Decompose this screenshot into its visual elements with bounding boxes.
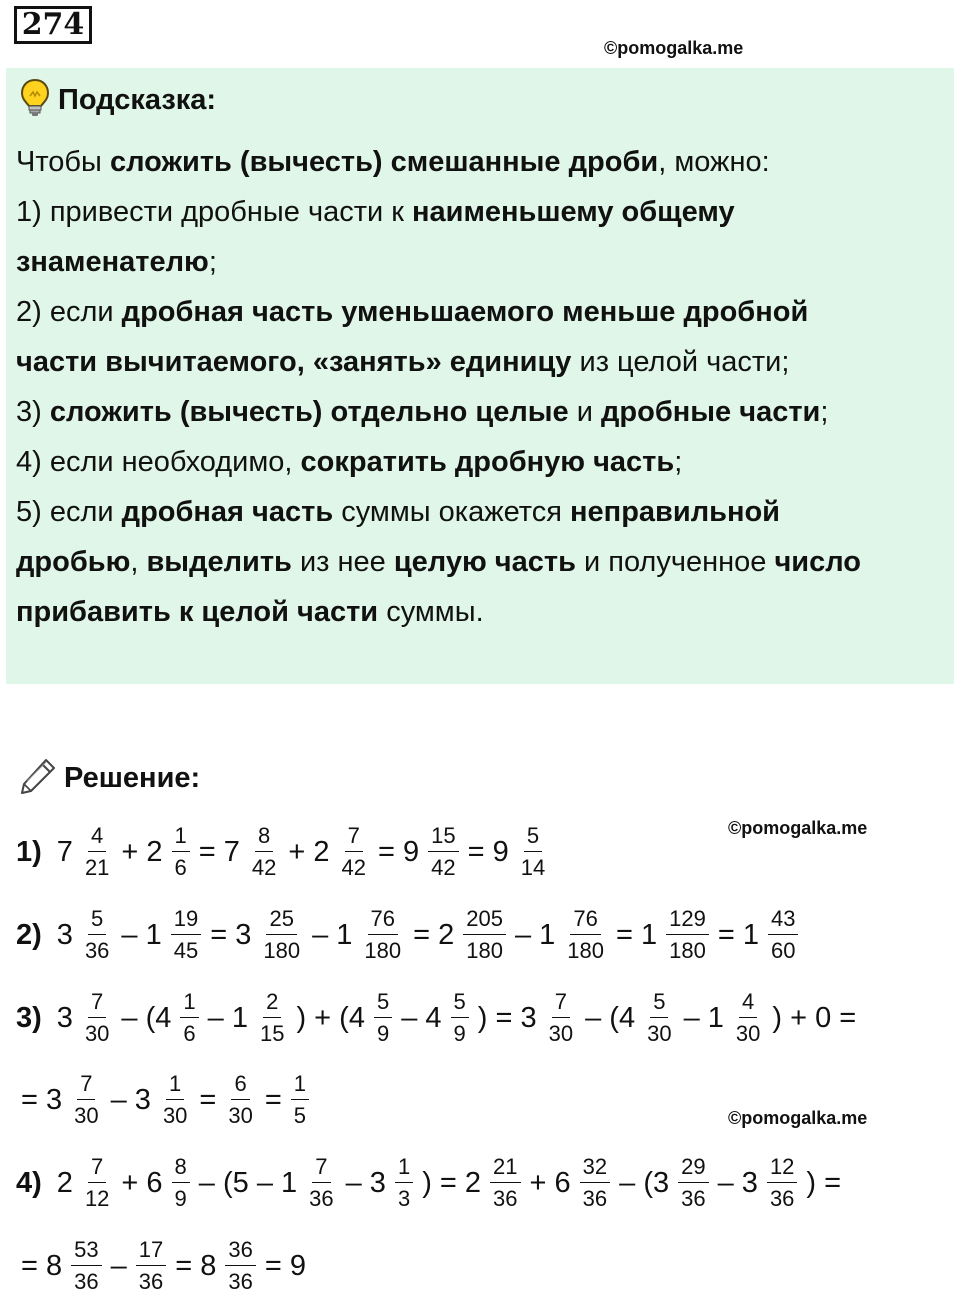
- hint-line: [16, 337, 946, 387]
- math-text: =: [264, 1083, 282, 1116]
- hint-text: ;: [208, 246, 217, 278]
- numerator: 5: [88, 907, 106, 935]
- math-text: = 9: [467, 835, 509, 868]
- hint-body: [16, 137, 946, 637]
- math-text: = 8: [21, 1249, 63, 1282]
- hint-bold-text: дробные части: [601, 396, 821, 428]
- denominator: 5: [293, 1103, 307, 1128]
- denominator: 36: [582, 1186, 608, 1211]
- hint-bold-text: число: [774, 546, 861, 578]
- hint-text: и: [568, 396, 602, 428]
- math-text: – 1: [207, 1001, 248, 1034]
- hint-text: суммы.: [378, 596, 484, 628]
- denominator: 180: [669, 938, 706, 963]
- denominator: 3: [397, 1186, 411, 1211]
- hint-text: из целой части;: [571, 346, 790, 378]
- solution-line-3-cont: [16, 1072, 313, 1128]
- hint-text: 1) привести дробные части к: [16, 196, 412, 228]
- numerator: 76: [570, 907, 600, 935]
- fraction: [82, 907, 112, 963]
- hint-line: [16, 537, 946, 587]
- hint-bold-text: наименьшему общему: [411, 196, 735, 228]
- fraction: [644, 990, 674, 1046]
- fraction: [82, 1155, 112, 1211]
- hint-bold-text: сложить (вычесть) смешанные дроби: [109, 146, 659, 178]
- denominator: 42: [341, 855, 367, 880]
- solution-line-4-cont: [16, 1238, 311, 1294]
- math-text: = 9: [264, 1249, 306, 1282]
- solution-line-1: [16, 824, 552, 880]
- denominator: 21: [84, 855, 110, 880]
- numerator: 7: [552, 990, 570, 1018]
- hint-text: , можно:: [658, 146, 770, 178]
- fraction: [172, 824, 190, 880]
- fraction: [564, 907, 607, 963]
- denominator: 30: [84, 1021, 110, 1046]
- numerator: 7: [345, 824, 363, 852]
- fraction: [678, 1155, 708, 1211]
- numerator: 19: [171, 907, 201, 935]
- hint-text: Чтобы: [16, 146, 110, 178]
- hint-text: ,: [130, 546, 147, 578]
- math-text: = 2: [413, 918, 455, 951]
- hint-bold-text: целую часть: [393, 546, 576, 578]
- hint-box: [6, 68, 954, 684]
- math-text: + 6: [121, 1166, 163, 1199]
- numerator: 2: [263, 990, 281, 1018]
- step-number: 2): [16, 918, 42, 951]
- fraction: [666, 907, 709, 963]
- fraction: [546, 990, 576, 1046]
- solution-line-3: [16, 990, 861, 1046]
- math-text: + 2: [288, 835, 330, 868]
- denominator: 180: [567, 938, 605, 963]
- hint-bold-text: сложить (вычесть) отдельно целые: [49, 396, 569, 428]
- solution-title: Решение:: [64, 761, 201, 794]
- numerator: 6: [231, 1072, 249, 1100]
- hint-text: ;: [820, 396, 829, 428]
- denominator: 60: [770, 938, 796, 963]
- hint-title: Подсказка:: [58, 83, 217, 116]
- denominator: 36: [493, 1186, 518, 1211]
- fraction: [225, 1238, 255, 1294]
- numerator: 7: [312, 1155, 330, 1183]
- denominator: 30: [162, 1103, 188, 1128]
- denominator: 9: [453, 1021, 466, 1046]
- hint-bold-text: знаменателю: [16, 246, 209, 278]
- fraction: [361, 907, 404, 963]
- math-text: = 1: [616, 918, 658, 951]
- denominator: 42: [431, 855, 456, 880]
- hint-line: [16, 487, 946, 537]
- fraction: [339, 824, 369, 880]
- math-text: ) + (4: [296, 1001, 365, 1034]
- numerator: 76: [368, 907, 398, 935]
- numerator: 43: [768, 907, 798, 935]
- hint-text: 2) если: [16, 296, 122, 328]
- numerator: 1: [291, 1072, 309, 1100]
- math-text: – 1: [312, 918, 353, 951]
- math-text: = 8: [175, 1249, 217, 1282]
- math-text: = 1: [717, 918, 759, 951]
- math-text: 3: [56, 1001, 73, 1034]
- denominator: 180: [263, 938, 301, 963]
- numerator: 5: [451, 990, 469, 1018]
- fraction: [306, 1155, 336, 1211]
- denominator: 6: [174, 855, 187, 880]
- denominator: 180: [364, 938, 402, 963]
- hint-line: [16, 237, 946, 287]
- fraction: [136, 1238, 166, 1294]
- numerator: 25: [266, 907, 296, 935]
- solution-header: [18, 754, 200, 802]
- math-text: 2: [56, 1166, 73, 1199]
- numerator: 1: [172, 824, 190, 852]
- denominator: 6: [183, 1021, 196, 1046]
- fraction: [249, 824, 279, 880]
- fraction: [768, 907, 798, 963]
- denominator: 180: [466, 938, 503, 963]
- math-text: = 3: [210, 918, 252, 951]
- denominator: 30: [548, 1021, 574, 1046]
- numerator: 15: [428, 824, 458, 852]
- step-number: 3): [16, 1001, 42, 1034]
- fraction: [180, 990, 198, 1046]
- hint-bold-text: сократить дробную часть: [300, 446, 675, 478]
- hint-bold-text: прибавить к целой части: [16, 596, 379, 628]
- watermark: ©pomogalka.me: [728, 1108, 868, 1128]
- fraction: [451, 990, 469, 1046]
- hint-line: [16, 387, 946, 437]
- solution-line-4: [16, 1155, 846, 1211]
- task-number: 274: [14, 6, 92, 44]
- fraction: [291, 1072, 309, 1128]
- denominator: 12: [84, 1186, 110, 1211]
- math-text: = 7: [198, 835, 240, 868]
- hint-text: и полученное: [575, 546, 775, 578]
- hint-text: суммы окажется: [333, 496, 571, 528]
- fraction: [580, 1155, 610, 1211]
- hint-text: 4) если необходимо,: [16, 446, 301, 478]
- fraction: [171, 907, 201, 963]
- hint-bold-text: дробная часть: [121, 496, 334, 528]
- hint-bold-text: дробью: [16, 546, 131, 578]
- numerator: 205: [463, 907, 506, 935]
- math-text: – 1: [683, 1001, 724, 1034]
- fraction: [82, 824, 112, 880]
- fraction: [463, 907, 506, 963]
- numerator: 7: [77, 1072, 95, 1100]
- fraction: [225, 1072, 255, 1128]
- hint-bold-text: неправильной: [570, 496, 780, 528]
- numerator: 36: [225, 1238, 255, 1266]
- step-number: 4): [16, 1166, 42, 1199]
- fraction: [374, 990, 392, 1046]
- watermark: ©pomogalka.me: [728, 818, 868, 838]
- hint-line: [16, 187, 946, 237]
- denominator: 36: [74, 1269, 99, 1294]
- numerator: 4: [88, 824, 106, 852]
- hint-text: ;: [674, 446, 683, 478]
- fraction: [160, 1072, 190, 1128]
- fraction: [518, 824, 548, 880]
- numerator: 1: [395, 1155, 413, 1183]
- fraction: [260, 907, 303, 963]
- numerator: 5: [374, 990, 392, 1018]
- numerator: 53: [71, 1238, 101, 1266]
- fraction: [82, 990, 112, 1046]
- hint-line: [16, 437, 946, 487]
- math-text: ) = 3: [477, 1001, 537, 1034]
- fraction: [395, 1155, 413, 1211]
- math-text: – 3: [717, 1166, 758, 1199]
- denominator: 30: [735, 1021, 761, 1046]
- fraction: [733, 990, 763, 1046]
- math-text: – (3: [619, 1166, 670, 1199]
- numerator: 8: [172, 1155, 190, 1183]
- numerator: 32: [580, 1155, 610, 1183]
- numerator: 7: [88, 1155, 106, 1183]
- math-text: – (4: [121, 1001, 172, 1034]
- numerator: 29: [678, 1155, 708, 1183]
- math-text: – (5 – 1: [198, 1166, 298, 1199]
- math-text: – 4: [401, 1001, 442, 1034]
- lightbulb-icon: [20, 78, 50, 123]
- numerator: 4: [739, 990, 757, 1018]
- fraction: [428, 824, 458, 880]
- hint-line: [16, 287, 946, 337]
- denominator: 9: [174, 1186, 187, 1211]
- denominator: 9: [376, 1021, 390, 1046]
- math-text: + 2: [121, 835, 163, 868]
- math-text: – (4: [585, 1001, 636, 1034]
- numerator: 17: [136, 1238, 166, 1266]
- numerator: 129: [666, 907, 709, 935]
- math-text: 3: [56, 918, 73, 951]
- hint-text: из нее: [291, 546, 394, 578]
- hint-text: 3): [16, 396, 50, 428]
- denominator: 30: [74, 1103, 99, 1128]
- math-text: ) =: [806, 1166, 842, 1199]
- math-text: = 3: [21, 1083, 63, 1116]
- math-text: – 1: [514, 918, 556, 951]
- denominator: 36: [138, 1269, 164, 1294]
- denominator: 36: [769, 1186, 795, 1211]
- hint-bold-text: дробная часть уменьшаемого меньше дробной: [121, 296, 809, 328]
- math-text: =: [199, 1083, 217, 1116]
- hint-bold-text: выделить: [146, 546, 292, 578]
- numerator: 21: [490, 1155, 520, 1183]
- fraction: [767, 1155, 797, 1211]
- fraction: [71, 1238, 101, 1294]
- numerator: 12: [767, 1155, 797, 1183]
- hint-text: 5) если: [16, 496, 122, 528]
- hint-header: [20, 80, 216, 120]
- denominator: 30: [647, 1021, 672, 1046]
- solution-line-2: [16, 907, 802, 963]
- fraction: [257, 990, 287, 1046]
- numerator: 1: [166, 1072, 184, 1100]
- math-text: = 9: [378, 835, 420, 868]
- math-text: + 6: [529, 1166, 571, 1199]
- denominator: 36: [681, 1186, 706, 1211]
- numerator: 5: [524, 824, 542, 852]
- numerator: 5: [650, 990, 668, 1018]
- math-text: – 3: [345, 1166, 386, 1199]
- hint-bold-text: части вычитаемого, «занять» единицу: [16, 346, 572, 378]
- denominator: 36: [228, 1269, 253, 1294]
- denominator: 36: [309, 1186, 334, 1211]
- fraction: [490, 1155, 520, 1211]
- math-text: – 1: [121, 918, 162, 951]
- denominator: 36: [84, 938, 110, 963]
- hint-line: [16, 137, 946, 187]
- watermark: ©pomogalka.me: [604, 38, 744, 58]
- math-text: 7: [56, 835, 73, 868]
- hint-line: [16, 587, 946, 637]
- denominator: 15: [259, 1021, 285, 1046]
- math-text: –: [110, 1249, 127, 1282]
- denominator: 14: [520, 855, 546, 880]
- math-text: ) + 0 =: [772, 1001, 857, 1034]
- pencil-icon: [18, 756, 58, 801]
- denominator: 42: [251, 855, 277, 880]
- numerator: 8: [255, 824, 273, 852]
- denominator: 30: [228, 1103, 253, 1128]
- fraction: [172, 1155, 190, 1211]
- step-number: 1): [16, 835, 42, 868]
- numerator: 1: [180, 990, 198, 1018]
- numerator: 7: [88, 990, 106, 1018]
- denominator: 45: [173, 938, 199, 963]
- fraction: [71, 1072, 101, 1128]
- math-text: ) = 2: [422, 1166, 482, 1199]
- math-text: – 3: [110, 1083, 151, 1116]
